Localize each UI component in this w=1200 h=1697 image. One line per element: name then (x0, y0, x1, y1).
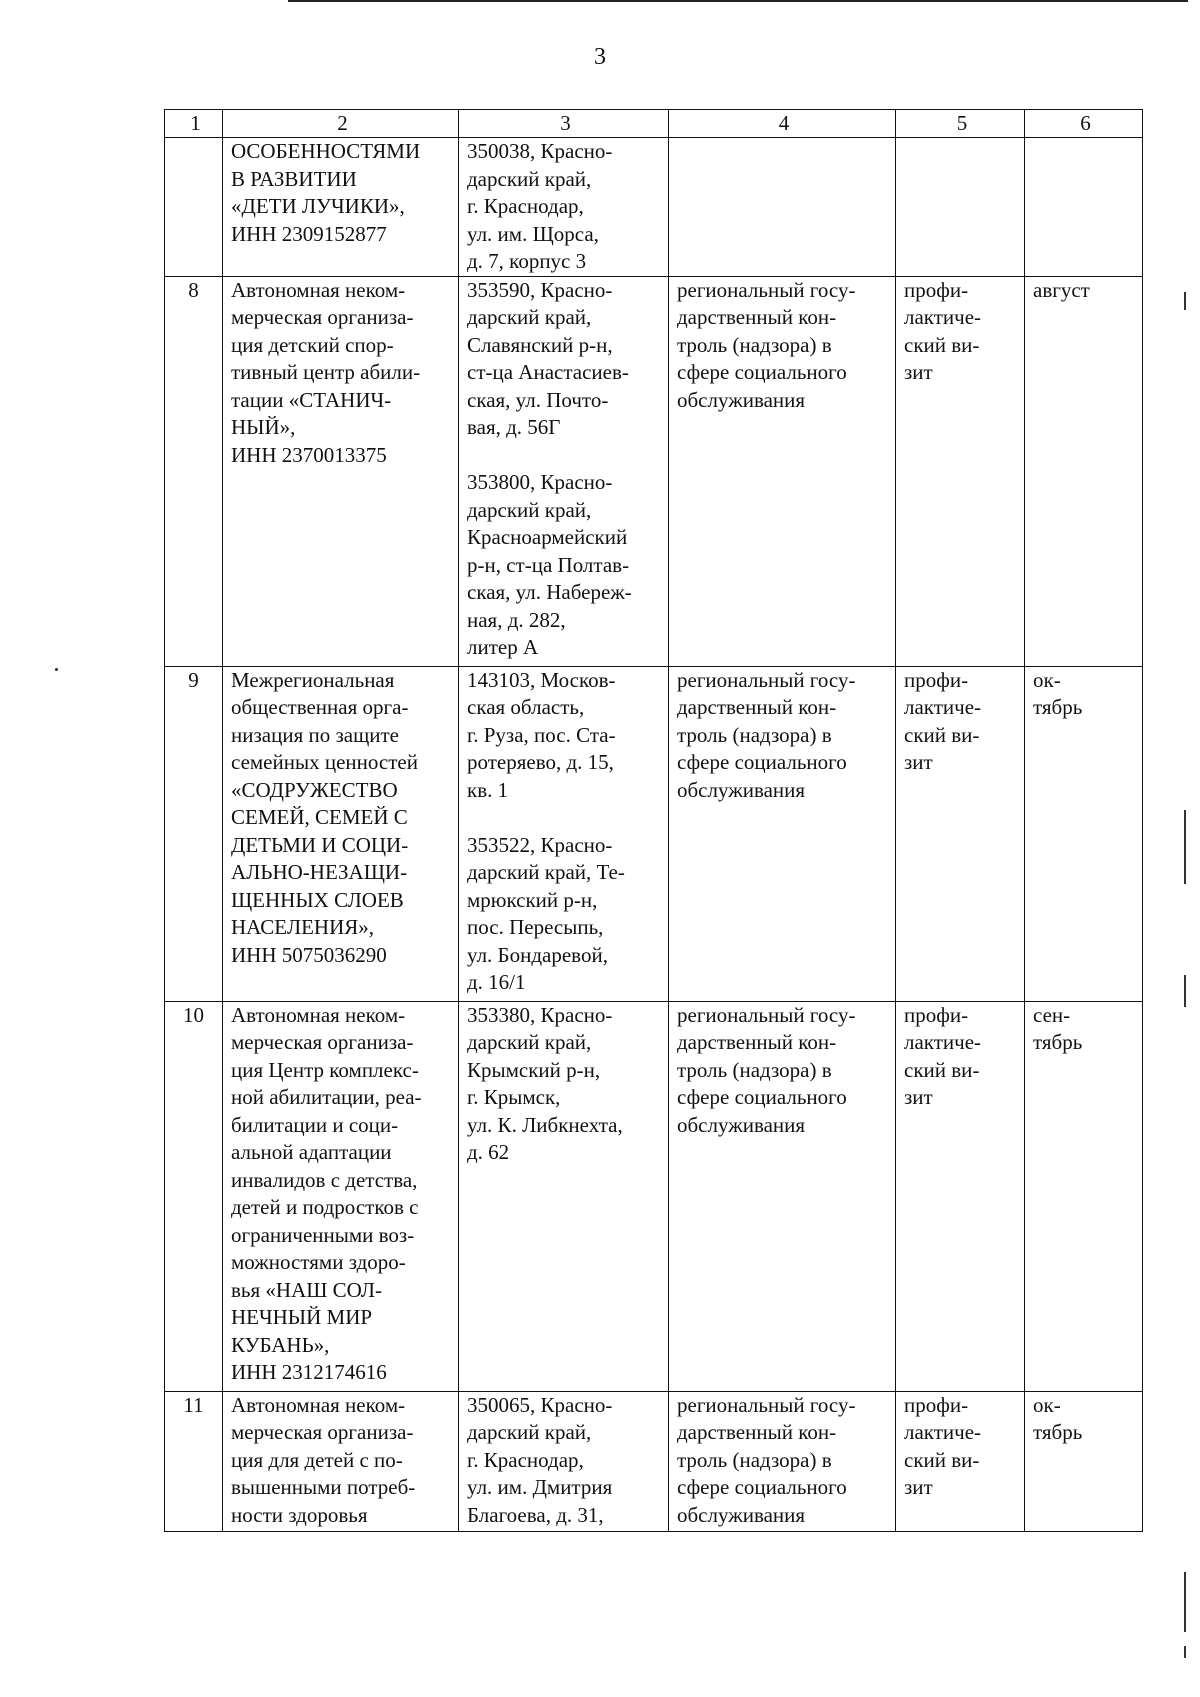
control-type-cell (669, 1391, 896, 1531)
address-cell (459, 1001, 669, 1391)
organization-cell (223, 1001, 459, 1391)
month-cell (1025, 666, 1143, 1001)
control-type-text: региональный госу- дарственный кон- троль (надзора) в сфере социального обслуживания (677, 667, 856, 802)
organization-cell (223, 666, 459, 1001)
control-type-cell (669, 138, 896, 277)
control-type-cell (669, 276, 896, 666)
organization-text: Автономная неком- мерческая организа- ция для детей с по- вышенными потреб- ности здоровья (231, 1392, 416, 1527)
month-text: ок- тябрь (1033, 667, 1083, 719)
control-type-cell (669, 666, 896, 1001)
table-body (165, 138, 1143, 1532)
month-cell (1025, 1391, 1143, 1531)
row-number (165, 138, 223, 277)
month-text: август (1033, 277, 1090, 302)
month-cell (1025, 276, 1143, 666)
month-cell (1025, 1001, 1143, 1391)
organization-text: ОСОБЕННОСТЯМИ В РАЗВИТИИ «ДЕТИ ЛУЧИКИ», ИНН 2309152877 (231, 139, 421, 246)
event-type-cell (896, 1391, 1025, 1531)
organization-cell (223, 138, 459, 277)
table-row (165, 138, 1143, 277)
event-type-cell (896, 666, 1025, 1001)
address-text: 350038, Красно- дарский край, г. Краснодар, ул. им. Щорса, д. 7, корпус 3 (467, 139, 613, 273)
month-cell (1025, 138, 1143, 277)
column-header-1: 1 (165, 110, 223, 138)
row-number: 9 (165, 666, 223, 1001)
scan-margin-mark (1184, 1646, 1186, 1658)
row-number: 10 (165, 1001, 223, 1391)
control-type-text: региональный госу- дарственный кон- троль (надзора) в сфере социального обслуживания (677, 1002, 856, 1137)
month-text: ок- тябрь (1033, 1392, 1083, 1444)
address-text: 353380, Красно- дарский край, Крымский р-н, г. Крымск, ул. К. Либкнехта, д. 62 (467, 1002, 623, 1164)
address-cell (459, 1391, 669, 1531)
scan-margin-mark (1184, 292, 1186, 310)
organization-cell (223, 1391, 459, 1531)
event-type-text: профи- лактиче- ский ви- зит (904, 277, 982, 384)
organization-text: Автономная неком- мерческая организа- ция Центр комплекс- ной абилитации, реа- билитации и соци- альной адаптации инвалидов с детства, детей и подростков с ограниченными воз- можностями здоро- вья «НАШ СОЛ- НЕЧНЫЙ МИР КУБАНЬ», ИНН 2312174616 (231, 1002, 422, 1384)
column-header-5: 5 (896, 110, 1025, 138)
scan-margin-mark (1184, 1572, 1186, 1632)
event-type-cell (896, 1001, 1025, 1391)
address-cell (459, 138, 669, 277)
top-border-line (288, 0, 1188, 2)
address-text: 143103, Москов- ская область, г. Руза, пос. Ста- ротеряево, д. 15, кв. 1 353522, Красно- дарский край, Те- мрюкский р-н, пос. Пересыпь, ул. Бондаревой, д. 16/1 (467, 667, 625, 994)
scan-speck (55, 668, 58, 671)
table-header (165, 110, 1143, 138)
table-row (165, 1001, 1143, 1391)
column-header-4: 4 (669, 110, 896, 138)
row-number: 11 (165, 1391, 223, 1531)
event-type-text: профи- лактиче- ский ви- зит (904, 667, 982, 774)
organization-cell (223, 276, 459, 666)
page-number: 3 (594, 44, 606, 70)
table-row (165, 666, 1143, 1001)
event-type-cell (896, 138, 1025, 277)
address-text: 350065, Красно- дарский край, г. Краснодар, ул. им. Дмитрия Благоева, д. 31, (467, 1392, 613, 1527)
column-header-6: 6 (1025, 110, 1143, 138)
control-type-text: региональный госу- дарственный кон- троль (надзора) в сфере социального обслуживания (677, 1392, 856, 1527)
address-cell (459, 276, 669, 666)
event-type-text: профи- лактиче- ский ви- зит (904, 1002, 982, 1109)
month-text: сен- тябрь (1033, 1002, 1083, 1054)
scan-margin-mark (1184, 975, 1186, 1007)
header-row (165, 110, 1143, 138)
inspection-schedule-table (164, 109, 1143, 1532)
control-type-cell (669, 1001, 896, 1391)
organization-text: Межрегиональная общественная орга- низация по защите семейных ценностей «СОДРУЖЕСТВО СЕМЕЙ, СЕМЕЙ С ДЕТЬМИ И СОЦИ- АЛЬНО-НЕЗАЩИ- ЩЕННЫХ СЛОЕВ НАСЕЛЕНИЯ», ИНН 5075036290 (231, 667, 418, 967)
table-row (165, 276, 1143, 666)
control-type-text: региональный госу- дарственный кон- троль (надзора) в сфере социального обслуживания (677, 277, 856, 412)
scan-margin-mark (1184, 810, 1186, 884)
column-header-3: 3 (459, 110, 669, 138)
address-text: 353590, Красно- дарский край, Славянский р-н, ст-ца Анастасиев- ская, ул. Почто- вая, д. 56Г 353800, Красно- дарский край, Красноармейский р-н, ст-ца Полтав- ская, ул. Набереж- ная, д. 282, литер А (467, 277, 632, 659)
table-row (165, 1391, 1143, 1531)
event-type-text: профи- лактиче- ский ви- зит (904, 1392, 982, 1499)
organization-text: Автономная неком- мерческая организа- ция детский спор- тивный центр абили- тации «СТАНИЧ- НЫЙ», ИНН 2370013375 (231, 277, 421, 467)
event-type-cell (896, 276, 1025, 666)
address-cell (459, 666, 669, 1001)
column-header-2: 2 (223, 110, 459, 138)
row-number: 8 (165, 276, 223, 666)
